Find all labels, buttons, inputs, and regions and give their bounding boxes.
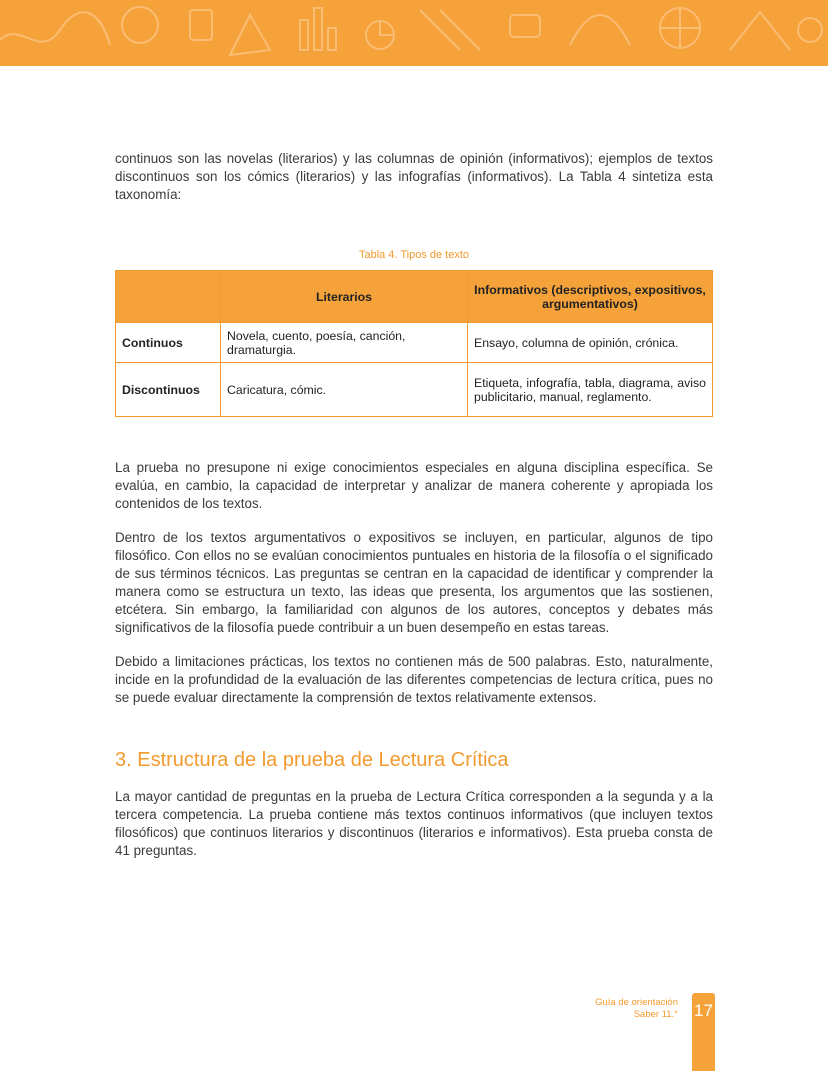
table-caption: Tabla 4. Tipos de texto (358, 249, 470, 261)
decorative-pattern-icon (0, 0, 828, 66)
header-banner (0, 0, 828, 66)
page-number-tab (692, 993, 715, 1071)
table-row-label: Discontinuos (116, 363, 221, 417)
table-header-empty (116, 271, 221, 323)
table-cell: Novela, cuento, poesía, canción, dramaturgia. (221, 323, 468, 363)
table-row (116, 363, 713, 417)
paragraph-estructura: La mayor cantidad de preguntas en la prueba de Lectura Crítica corresponden a la segunda y a la tercera competencia. La prueba contiene más textos continuos informativos (que incluyen textos filosóficos) que continuos literarios y discontinuos (literarios e informativos). Esta prueba consta de 41 preguntas. (115, 789, 713, 858)
page-number: 17 (694, 1001, 713, 1020)
intro-paragraph: continuos son las novelas (literarios) y las columnas de opinión (informativos); ejemplos de textos discontinuos son los cómics (literarios) y las infografías (informativos). La Tabla 4 sintetiza esta taxonomía: (115, 151, 713, 202)
table-row (116, 323, 713, 363)
section-heading: 3. Estructura de la prueba de Lectura Crítica (115, 749, 509, 771)
table-header-literarios: Literarios (221, 271, 468, 323)
table-header-informativos: Informativos (descriptivos, expositivos, argumentativos) (468, 271, 713, 323)
paragraph-filosofia: Dentro de los textos argumentativos o expositivos se incluyen, en particular, algunos de tipo filosófico. Con ellos no se evalúan conocimientos puntuales en historia de la filosofía o el significado de sus términos técnicos. Las preguntas se centran en la capacidad de identificar y comprender la manera como se estructura un texto, las ideas que presenta, los argumentos que las sostienen, etcétera. Sin embargo, la familiaridad con algunos de los autores, conceptos y debates más significativos de la filosofía puede contribuir a un buen desempeño en estas tareas. (115, 530, 713, 635)
footer-guide-line2: Saber 11.° (633, 1009, 678, 1020)
table-header-row (116, 271, 713, 323)
table-cell: Ensayo, columna de opinión, crónica. (468, 323, 713, 363)
table-cell: Etiqueta, infografía, tabla, diagrama, aviso publicitario, manual, reglamento. (468, 363, 713, 417)
paragraph-limitaciones: Debido a limitaciones prácticas, los textos no contienen más de 500 palabras. Esto, naturalmente, incide en la profundidad de la evaluación de las diferentes competencias de lectura crítica, pues no se puede evaluar directamente la comprensión de textos relativamente extensos. (115, 654, 713, 705)
paragraph-prueba: La prueba no presupone ni exige conocimientos especiales en alguna disciplina específica. Se evalúa, en cambio, la capacidad de interpretar y analizar de manera coherente y apropiada los contenidos de los textos. (115, 460, 713, 511)
footer-guide-line1: Guía de orientación (595, 997, 678, 1008)
text-types-table (115, 270, 713, 417)
footer-guide-label (595, 997, 678, 1021)
table-cell: Caricatura, cómic. (221, 363, 468, 417)
table-row-label: Continuos (116, 323, 221, 363)
